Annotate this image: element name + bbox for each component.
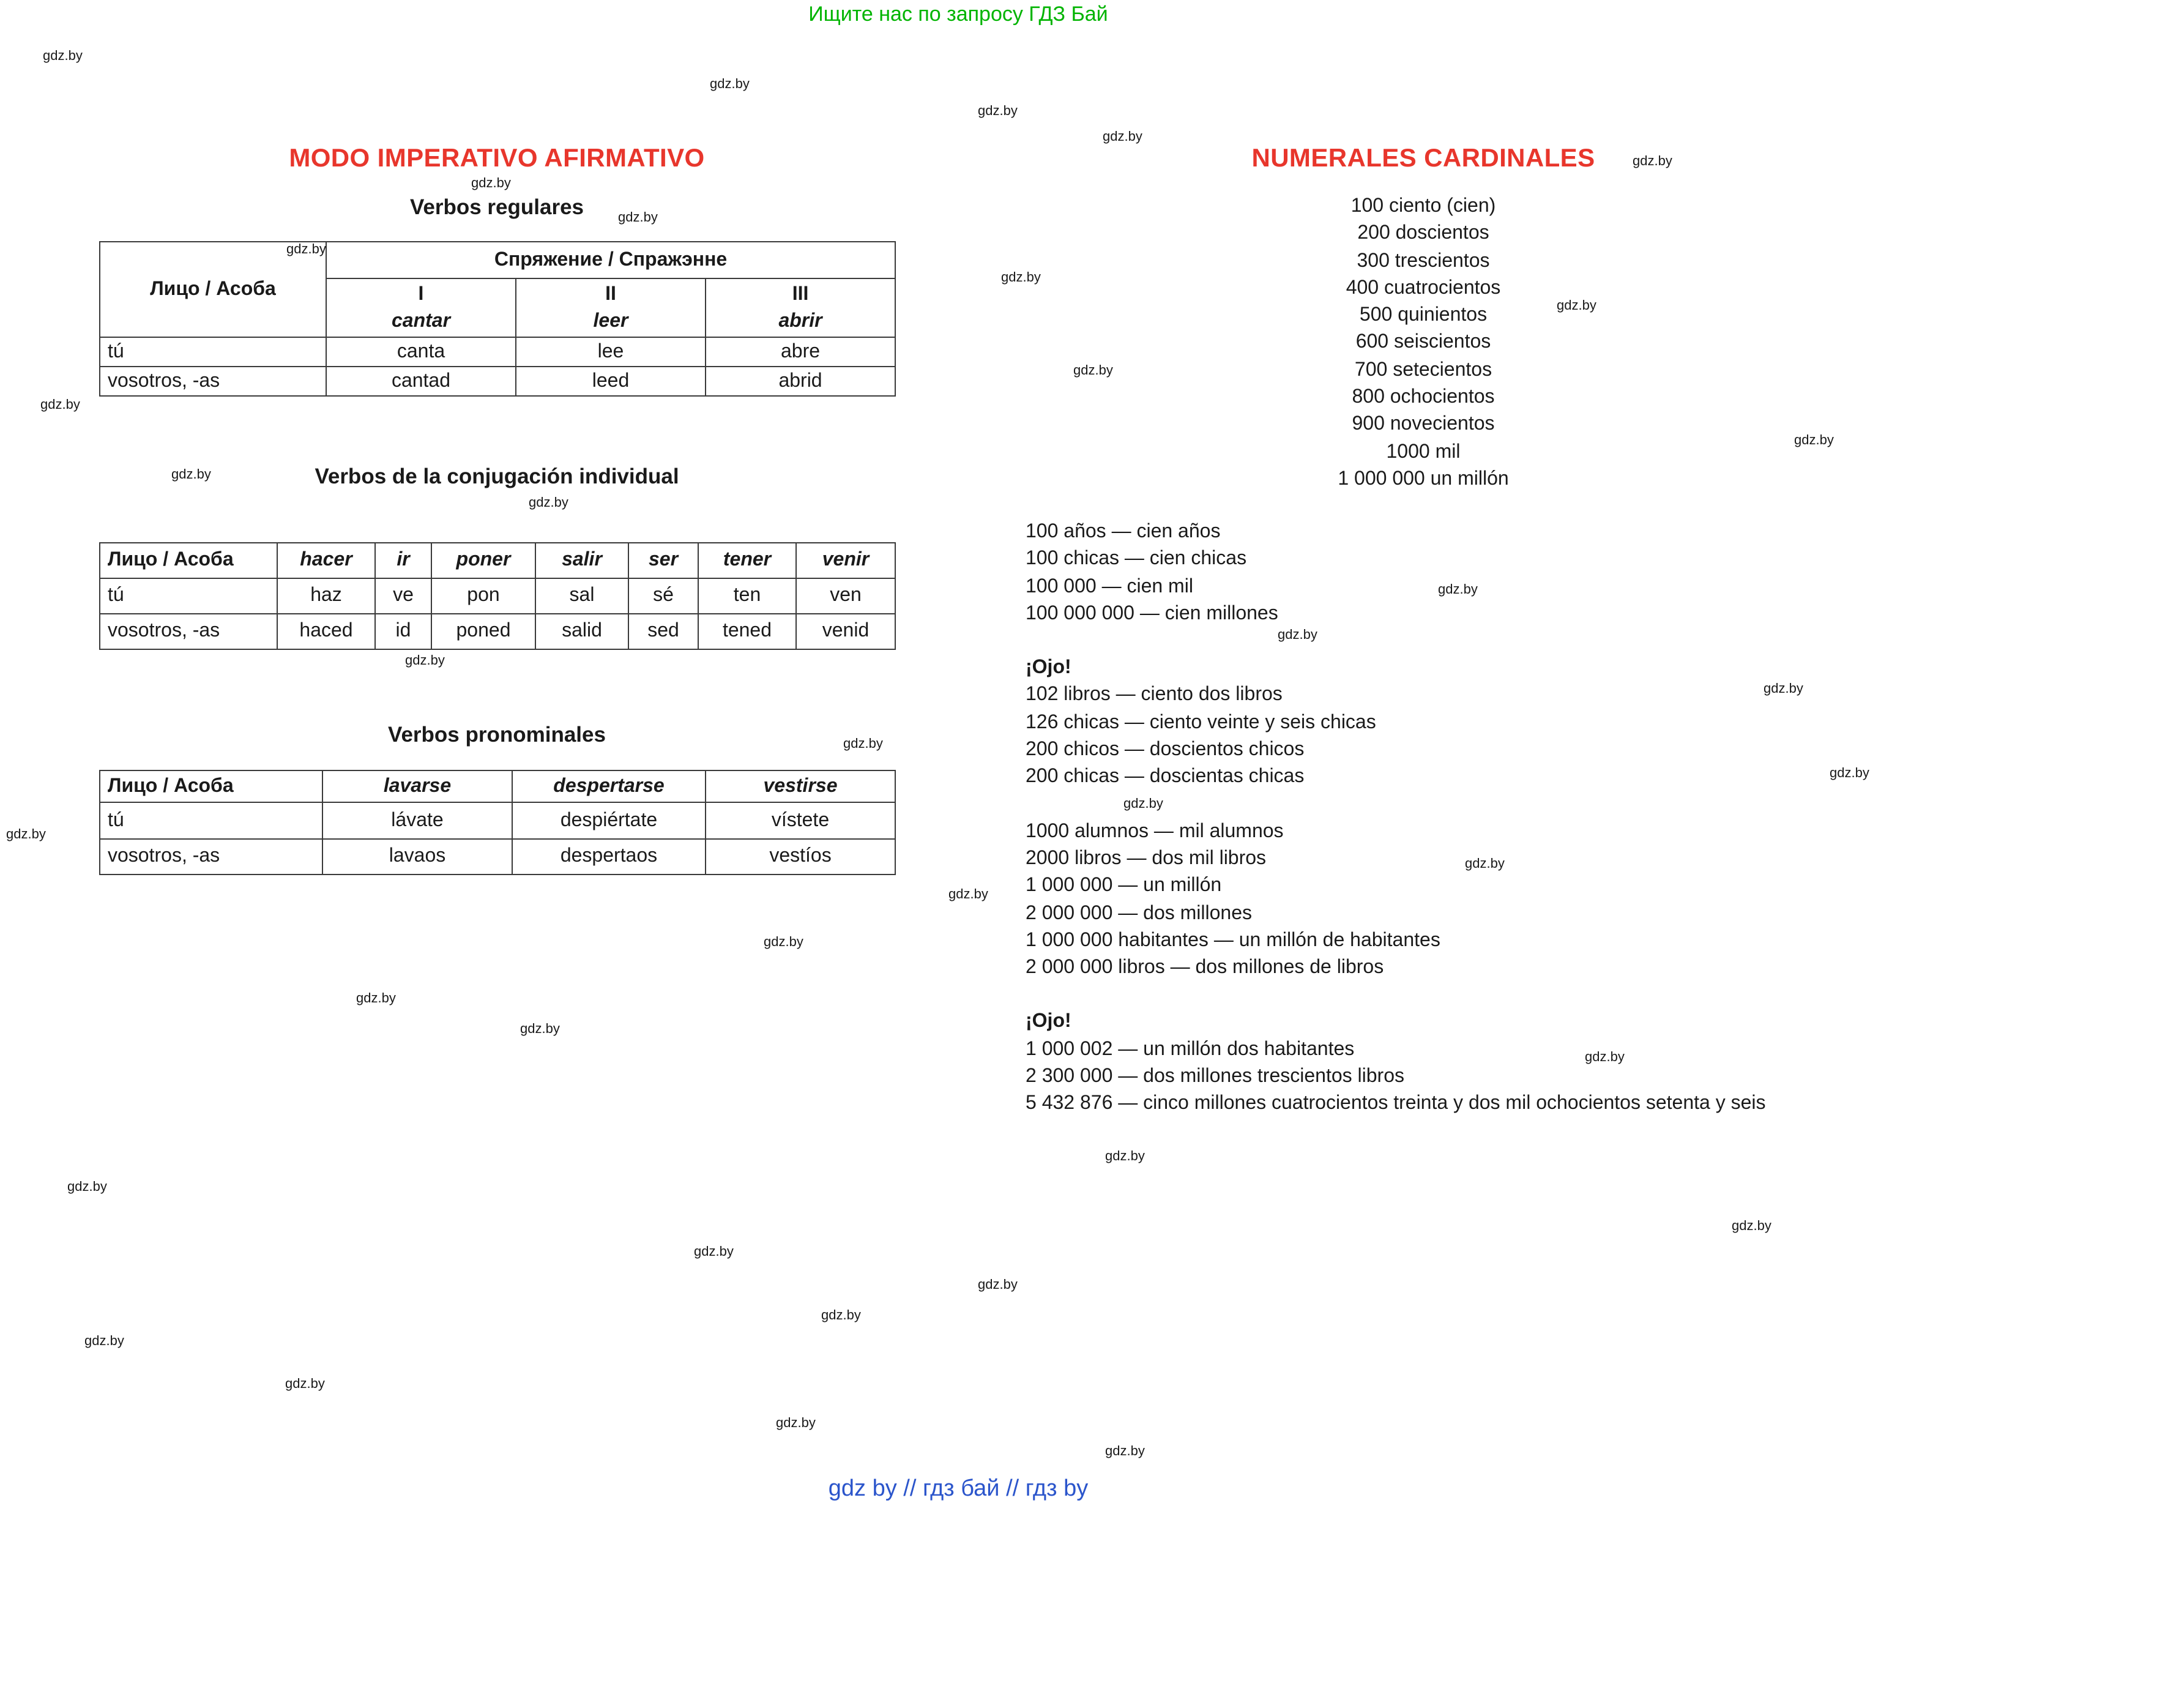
watermark-text: gdz.by <box>67 1180 107 1195</box>
left-section-title: MODO IMPERATIVO AFIRMATIVO <box>289 144 705 173</box>
person-column-header: Лицо / Асоба <box>100 543 277 578</box>
footer-text: gdz by // гдз бай // гдз by <box>828 1476 1089 1502</box>
table-row <box>100 802 895 839</box>
numerals-examples-block <box>1026 519 1907 1118</box>
verb-header: salir <box>535 543 628 578</box>
watermark-text: gdz.by <box>764 935 803 950</box>
verb-header: venir <box>796 543 895 578</box>
form-cell: poned <box>431 614 535 649</box>
watermark-text: gdz.by <box>694 1245 734 1259</box>
ojo-line: 1000 alumnos — mil alumnos <box>1026 821 1284 842</box>
ojo-label: ¡Ojo! <box>1026 657 1071 679</box>
form-cell: cantad <box>326 367 516 396</box>
person-column-header: Лицо / Асоба <box>100 242 326 337</box>
watermark-text: gdz.by <box>6 827 46 842</box>
watermark-text: gdz.by <box>1105 1149 1145 1164</box>
watermark-text: gdz.by <box>1465 857 1505 871</box>
example-line: 100 000 000 — cien millones <box>1026 603 1278 624</box>
person-cell: vosotros, -as <box>100 839 322 875</box>
watermark-text: gdz.by <box>1105 1444 1145 1459</box>
table-row <box>100 578 895 614</box>
individual-verbs-table <box>99 542 896 650</box>
example-line: 100 años — cien años <box>1026 521 1221 542</box>
watermark-text: gdz.by <box>978 104 1018 119</box>
conjugation-verb: abrir <box>778 310 822 331</box>
watermark-text: gdz.by <box>1001 270 1041 285</box>
watermark-text: gdz.by <box>948 887 988 902</box>
pronominal-verbs-table <box>99 770 896 875</box>
cardinal-number-line: 700 setecientos <box>1354 359 1492 381</box>
table-row <box>100 367 895 396</box>
table-header-row <box>100 543 895 578</box>
form-cell: sé <box>628 578 698 614</box>
conjugation-group-header: Спряжение / Спражэнне <box>326 242 895 278</box>
watermark-text: gdz.by <box>776 1416 816 1431</box>
table-header-row <box>100 770 895 802</box>
form-cell: haced <box>277 614 375 649</box>
watermark-text: gdz.by <box>1278 628 1317 643</box>
watermark-text: gdz.by <box>529 496 568 510</box>
right-section-title: NUMERALES CARDINALES <box>1251 144 1595 173</box>
person-cell: tú <box>100 337 326 367</box>
watermark-text: gdz.by <box>285 1377 325 1392</box>
watermark-text: gdz.by <box>471 176 511 191</box>
cardinal-number-line: 900 novecientos <box>1352 414 1495 435</box>
watermark-text: gdz.by <box>171 468 211 482</box>
spacer <box>1026 628 1907 655</box>
watermark-text: gdz.by <box>1830 766 1869 781</box>
form-cell: ven <box>796 578 895 614</box>
watermark-text: gdz.by <box>843 737 883 751</box>
watermark-text: gdz.by <box>1732 1219 1771 1234</box>
form-cell: vestíos <box>706 839 895 875</box>
watermark-text: gdz.by <box>1123 797 1163 811</box>
watermark-text: gdz.by <box>710 77 750 92</box>
watermark-text: gdz.by <box>1103 130 1142 144</box>
ojo-line: 1 000 000 — un millón <box>1026 875 1222 897</box>
watermark-text: gdz.by <box>43 49 83 64</box>
ojo-list-1b <box>1026 818 1907 982</box>
form-cell: lávate <box>322 802 512 839</box>
ojo-line: 2 000 000 — dos millones <box>1026 903 1252 924</box>
form-cell: sal <box>535 578 628 614</box>
form-cell: abrid <box>706 367 895 396</box>
watermark-text: gdz.by <box>1794 433 1834 448</box>
ojo-list-1a <box>1026 682 1907 791</box>
form-cell: haz <box>277 578 375 614</box>
verb-header: despertarse <box>512 770 706 802</box>
verb-header: vestirse <box>706 770 895 802</box>
individual-verbs-heading: Verbos de la conjugación individual <box>315 464 679 488</box>
verb-header: ir <box>375 543 431 578</box>
conjugation-header-II <box>516 278 706 337</box>
form-cell: ten <box>698 578 796 614</box>
form-cell: venid <box>796 614 895 649</box>
table-row <box>100 839 895 875</box>
watermark-text: gdz.by <box>618 211 658 225</box>
watermark-text: gdz.by <box>1585 1050 1625 1065</box>
conjugation-verb: cantar <box>391 310 451 331</box>
verb-header: lavarse <box>322 770 512 802</box>
form-cell: lee <box>516 337 706 367</box>
ojo-line: 1 000 002 — un millón dos habitantes <box>1026 1039 1355 1060</box>
watermark-text: gdz.by <box>1073 364 1113 378</box>
watermark-text: gdz.by <box>1633 154 1672 169</box>
ojo-line: 5 432 876 — cinco millones cuatrocientos treinta y dos mil ochocientos setenta y seis <box>1026 1093 1766 1114</box>
cardinal-number-line: 300 trescientos <box>1357 250 1490 272</box>
watermark-text: gdz.by <box>84 1334 124 1349</box>
watermark-text: gdz.by <box>1557 299 1596 313</box>
watermark-text: gdz.by <box>1438 583 1478 597</box>
ojo-label: ¡Ojo! <box>1026 1011 1071 1032</box>
ojo-line: 2000 libros — dos mil libros <box>1026 848 1267 869</box>
person-column-header: Лицо / Асоба <box>100 770 322 802</box>
form-cell: lavaos <box>322 839 512 875</box>
watermark-text: gdz.by <box>1764 682 1803 696</box>
form-cell: vístete <box>706 802 895 839</box>
verb-header: hacer <box>277 543 375 578</box>
spacer <box>1026 982 1907 1009</box>
conjugation-header-III <box>706 278 895 337</box>
cardinal-number-line: 400 cuatrocientos <box>1346 277 1501 299</box>
form-cell: leed <box>516 367 706 396</box>
conjugation-number: I <box>418 283 424 304</box>
cardinal-number-line: 1000 mil <box>1386 441 1461 463</box>
example-line: 100 000 — cien mil <box>1026 576 1193 597</box>
form-cell: sed <box>628 614 698 649</box>
verb-header: tener <box>698 543 796 578</box>
form-cell: canta <box>326 337 516 367</box>
ojo-line: 1 000 000 habitantes — un millón de habitantes <box>1026 930 1440 951</box>
watermark-text: gdz.by <box>356 991 396 1006</box>
cardinal-numbers-list <box>1117 193 1729 494</box>
form-cell: id <box>375 614 431 649</box>
form-cell: salid <box>535 614 628 649</box>
regular-verbs-heading: Verbos regulares <box>409 195 584 219</box>
ojo-line: 200 chicos — doscientos chicos <box>1026 739 1305 761</box>
cardinal-number-line: 200 doscientos <box>1357 223 1489 244</box>
form-cell: tened <box>698 614 796 649</box>
conjugation-verb: leer <box>593 310 628 331</box>
form-cell: pon <box>431 578 535 614</box>
ojo-line: 102 libros — ciento dos libros <box>1026 684 1283 706</box>
cardinal-number-line: 500 quinientos <box>1359 305 1488 326</box>
person-cell: tú <box>100 802 322 839</box>
verb-header: ser <box>628 543 698 578</box>
watermark-text: gdz.by <box>520 1022 560 1037</box>
person-cell: vosotros, -as <box>100 367 326 396</box>
example-line: 100 chicas — cien chicas <box>1026 548 1247 570</box>
ojo-line: 200 chicas — doscientas chicas <box>1026 766 1305 788</box>
ojo-list-2 <box>1026 1037 1907 1119</box>
cardinal-number-line: 800 ochocientos <box>1352 387 1495 408</box>
ojo-line: 2 300 000 — dos millones trescientos libros <box>1026 1066 1404 1087</box>
conjugation-header-I <box>326 278 516 337</box>
form-cell: ve <box>375 578 431 614</box>
form-cell: despertaos <box>512 839 706 875</box>
pronominal-verbs-heading: Verbos pronominales <box>388 722 606 747</box>
cardinal-number-line: 100 ciento (cien) <box>1350 196 1496 217</box>
person-cell: vosotros, -as <box>100 614 277 649</box>
cardinal-number-line: 1 000 000 un millón <box>1338 468 1509 490</box>
conjugation-number: III <box>792 283 809 304</box>
form-cell: despiértate <box>512 802 706 839</box>
person-cell: tú <box>100 578 277 614</box>
examples-list <box>1026 519 1907 628</box>
regular-verbs-table <box>99 241 896 397</box>
conjugation-number: II <box>605 283 616 304</box>
watermark-text: gdz.by <box>978 1278 1018 1292</box>
verb-header: poner <box>431 543 535 578</box>
watermark-text: gdz.by <box>405 654 445 668</box>
table-row <box>100 614 895 649</box>
watermark-text: gdz.by <box>821 1308 861 1323</box>
watermark-text: gdz.by <box>40 398 80 412</box>
watermark-text: gdz.by <box>286 242 326 257</box>
table-row <box>100 337 895 367</box>
cardinal-number-line: 600 seiscientos <box>1355 332 1491 353</box>
ojo-line: 126 chicas — ciento veinte y seis chicas <box>1026 712 1376 733</box>
form-cell: abre <box>706 337 895 367</box>
ojo-line: 2 000 000 libros — dos millones de libros <box>1026 957 1384 979</box>
top-banner-text: Ищите нас по запросу ГДЗ Бай <box>808 2 1108 26</box>
